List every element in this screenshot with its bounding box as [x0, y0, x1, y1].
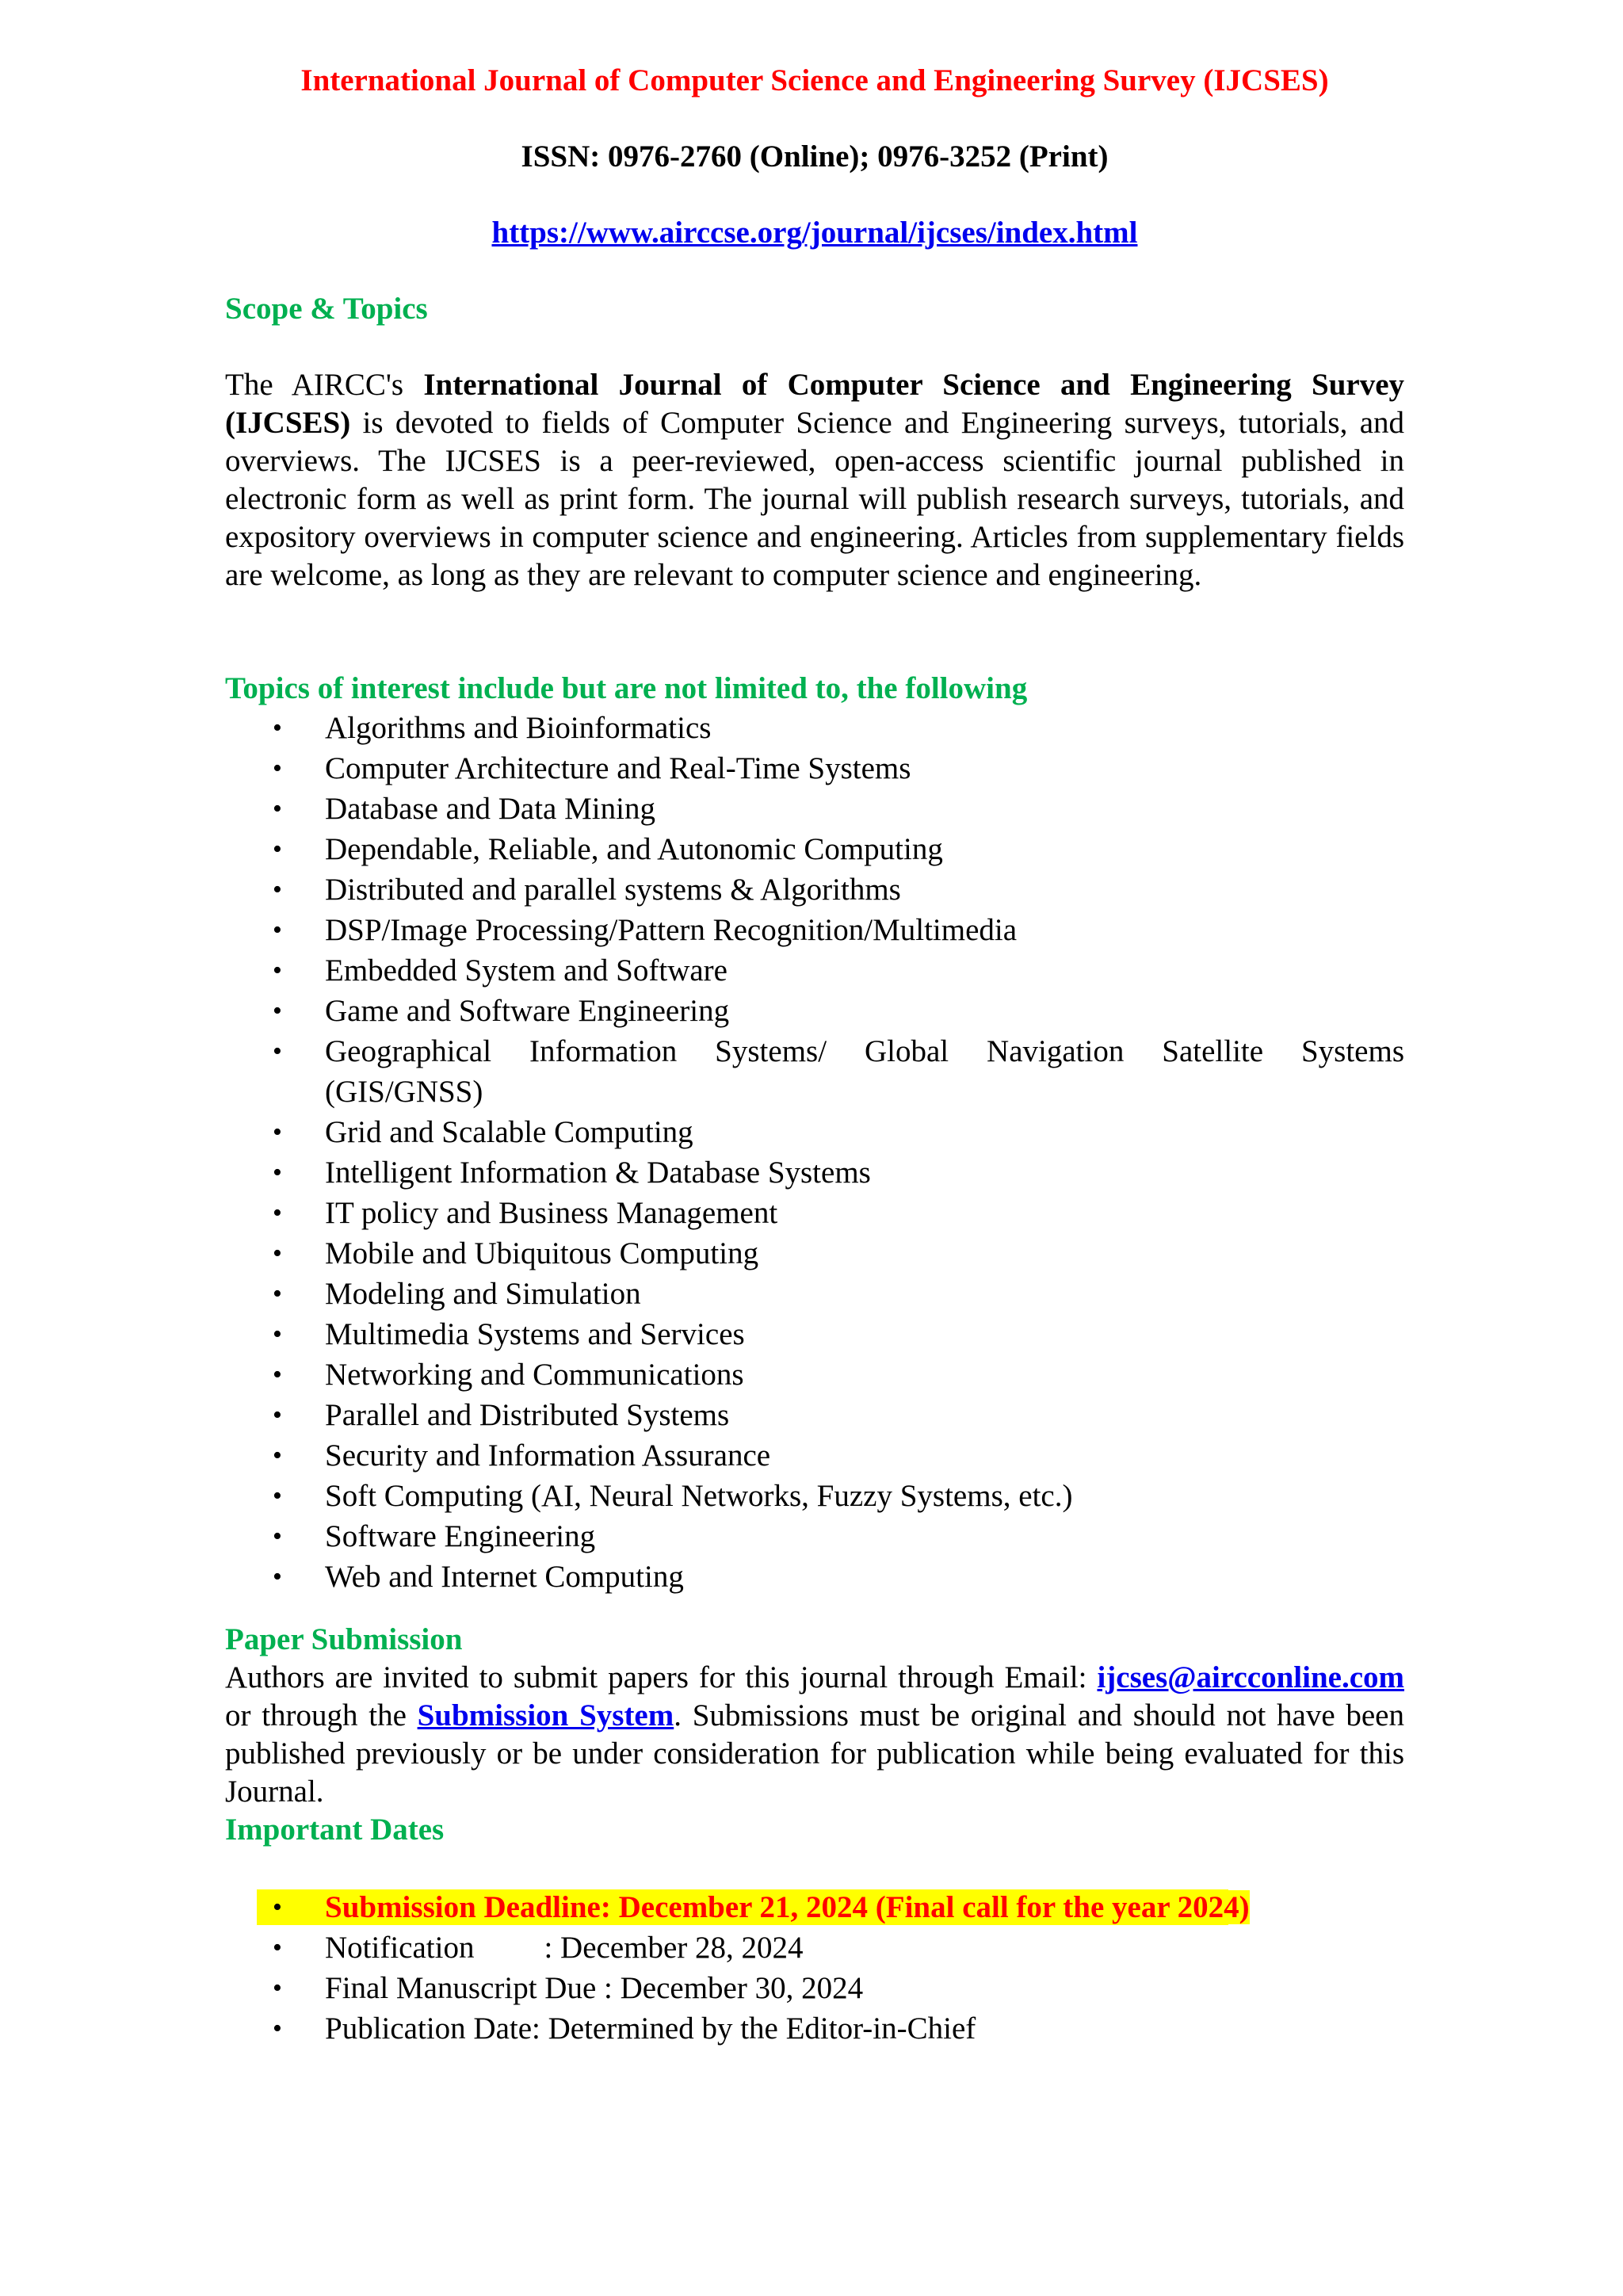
- topic-item: • IT policy and Business Management: [225, 1193, 1404, 1233]
- dates-list: [225, 1887, 1404, 2049]
- bullet-icon: •: [273, 1562, 282, 1591]
- topic-item: • Multimedia Systems and Services: [225, 1314, 1404, 1354]
- topic-item: • DSP/Image Processing/Pattern Recognition/Multimedia: [225, 910, 1404, 950]
- submission-paragraph: Authors are invited to submit papers for this journal through Email: ijcses@aircconline.com or through the Submission System. Submissions must be original and should not have been published previously or be under consideration for publication while being evaluated for this Journal.: [225, 1660, 1404, 1809]
- bullet-icon: •: [273, 754, 282, 783]
- notification-label: Notification: [325, 1931, 475, 1965]
- bullet-icon: •: [273, 1117, 282, 1147]
- bullet-icon: •: [273, 1933, 282, 1962]
- bullet-icon: •: [273, 1522, 282, 1551]
- topic-item: • Game and Software Engineering: [225, 991, 1404, 1031]
- scope-heading: Scope & Topics: [225, 292, 428, 326]
- journal-url-link[interactable]: https://www.airccse.org/journal/ijcses/index.html: [491, 216, 1138, 250]
- bullet-icon: •: [273, 1400, 282, 1430]
- notification-item: [225, 1927, 1404, 1968]
- scope-journal-name: International Journal of Computer Science and Engineering Survey (IJCSES): [225, 368, 1405, 440]
- topic-item: • Intelligent Information & Database Systems: [225, 1152, 1404, 1193]
- bullet-icon: •: [273, 794, 282, 823]
- topics-list: [225, 708, 1404, 1597]
- topic-item: • Distributed and parallel systems & Algorithms: [225, 869, 1404, 910]
- bullet-icon: •: [273, 956, 282, 985]
- topic-item: • Grid and Scalable Computing: [225, 1112, 1404, 1152]
- topic-item: • Security and Information Assurance: [225, 1435, 1404, 1476]
- topic-item: • Modeling and Simulation: [225, 1274, 1404, 1314]
- bullet-icon: •: [273, 1893, 282, 1922]
- topic-item: • Mobile and Ubiquitous Computing: [225, 1233, 1404, 1274]
- final-manuscript-item: • Final Manuscript Due : December 30, 2024: [225, 1968, 1404, 2008]
- topic-item: • Database and Data Mining: [225, 789, 1404, 829]
- topic-item: • Geographical Information Systems/ Global Navigation Satellite Systems (GIS/GNSS): [225, 1031, 1404, 1112]
- submission-heading: Paper Submission: [225, 1622, 463, 1656]
- deadline-item: [225, 1887, 1404, 1927]
- topic-item: • Algorithms and Bioinformatics: [225, 708, 1404, 748]
- bullet-icon: •: [273, 835, 282, 864]
- bullet-icon: •: [273, 2014, 282, 2043]
- bullet-icon: •: [273, 915, 282, 945]
- scope-intro-prefix: The AIRCC's: [225, 368, 424, 402]
- topic-item: • Soft Computing (AI, Neural Networks, Fuzzy Systems, etc.): [225, 1476, 1404, 1516]
- topic-item: • Parallel and Distributed Systems: [225, 1395, 1404, 1435]
- topic-item: • Embedded System and Software: [225, 950, 1404, 991]
- notification-value: : December 28, 2024: [544, 1931, 804, 1965]
- topic-item: • Dependable, Reliable, and Autonomic Computing: [225, 829, 1404, 869]
- bullet-icon: •: [273, 1481, 282, 1511]
- publication-item: • Publication Date: Determined by the Editor-in-Chief: [225, 2008, 1404, 2049]
- topic-item: • Software Engineering: [225, 1516, 1404, 1557]
- journal-url-line: [225, 212, 1404, 254]
- bullet-icon: •: [273, 1320, 282, 1349]
- email-link[interactable]: ijcses@aircconline.com: [1097, 1660, 1404, 1694]
- bullet-icon: •: [273, 713, 282, 743]
- topics-heading: Topics of interest include but are not limited to, the following: [225, 671, 1028, 705]
- bullet-icon: •: [273, 1973, 282, 2003]
- issn-line: ISSN: 0976-2760 (Online); 0976-3252 (Print): [521, 139, 1109, 174]
- bullet-icon: •: [273, 996, 282, 1026]
- bullet-icon: •: [273, 1158, 282, 1187]
- deadline-text: Submission Deadline: December 21, 2024 (Final call for the year 2024): [325, 1890, 1250, 1924]
- scope-paragraph: [225, 366, 1404, 594]
- submission-system-link[interactable]: Submission System: [417, 1698, 674, 1733]
- dates-heading: Important Dates: [225, 1813, 445, 1847]
- topic-item: • Networking and Communications: [225, 1354, 1404, 1395]
- bullet-icon: •: [273, 875, 282, 904]
- scope-intro-rest: is devoted to fields of Computer Science and Engineering surveys, tutorials, and overviews. The IJCSES is a peer-reviewed, open-access scientific journal published in electronic form as well as print form. The journal will publish research surveys, tutorials, and expository overviews in computer science and engineering. Articles from supplementary fields are welcome, as long as they are relevant to computer science and engineering.: [225, 406, 1404, 592]
- bullet-icon: •: [273, 1239, 282, 1268]
- journal-title: International Journal of Computer Science and Engineering Survey (IJCSES): [300, 63, 1329, 97]
- bullet-icon: •: [273, 1198, 282, 1228]
- topic-item: • Computer Architecture and Real-Time Systems: [225, 748, 1404, 789]
- bullet-icon: •: [273, 1279, 282, 1308]
- bullet-icon: •: [273, 1360, 282, 1389]
- topic-item: • Web and Internet Computing: [225, 1557, 1404, 1597]
- bullet-icon: •: [273, 1441, 282, 1470]
- bullet-icon: •: [273, 1037, 282, 1066]
